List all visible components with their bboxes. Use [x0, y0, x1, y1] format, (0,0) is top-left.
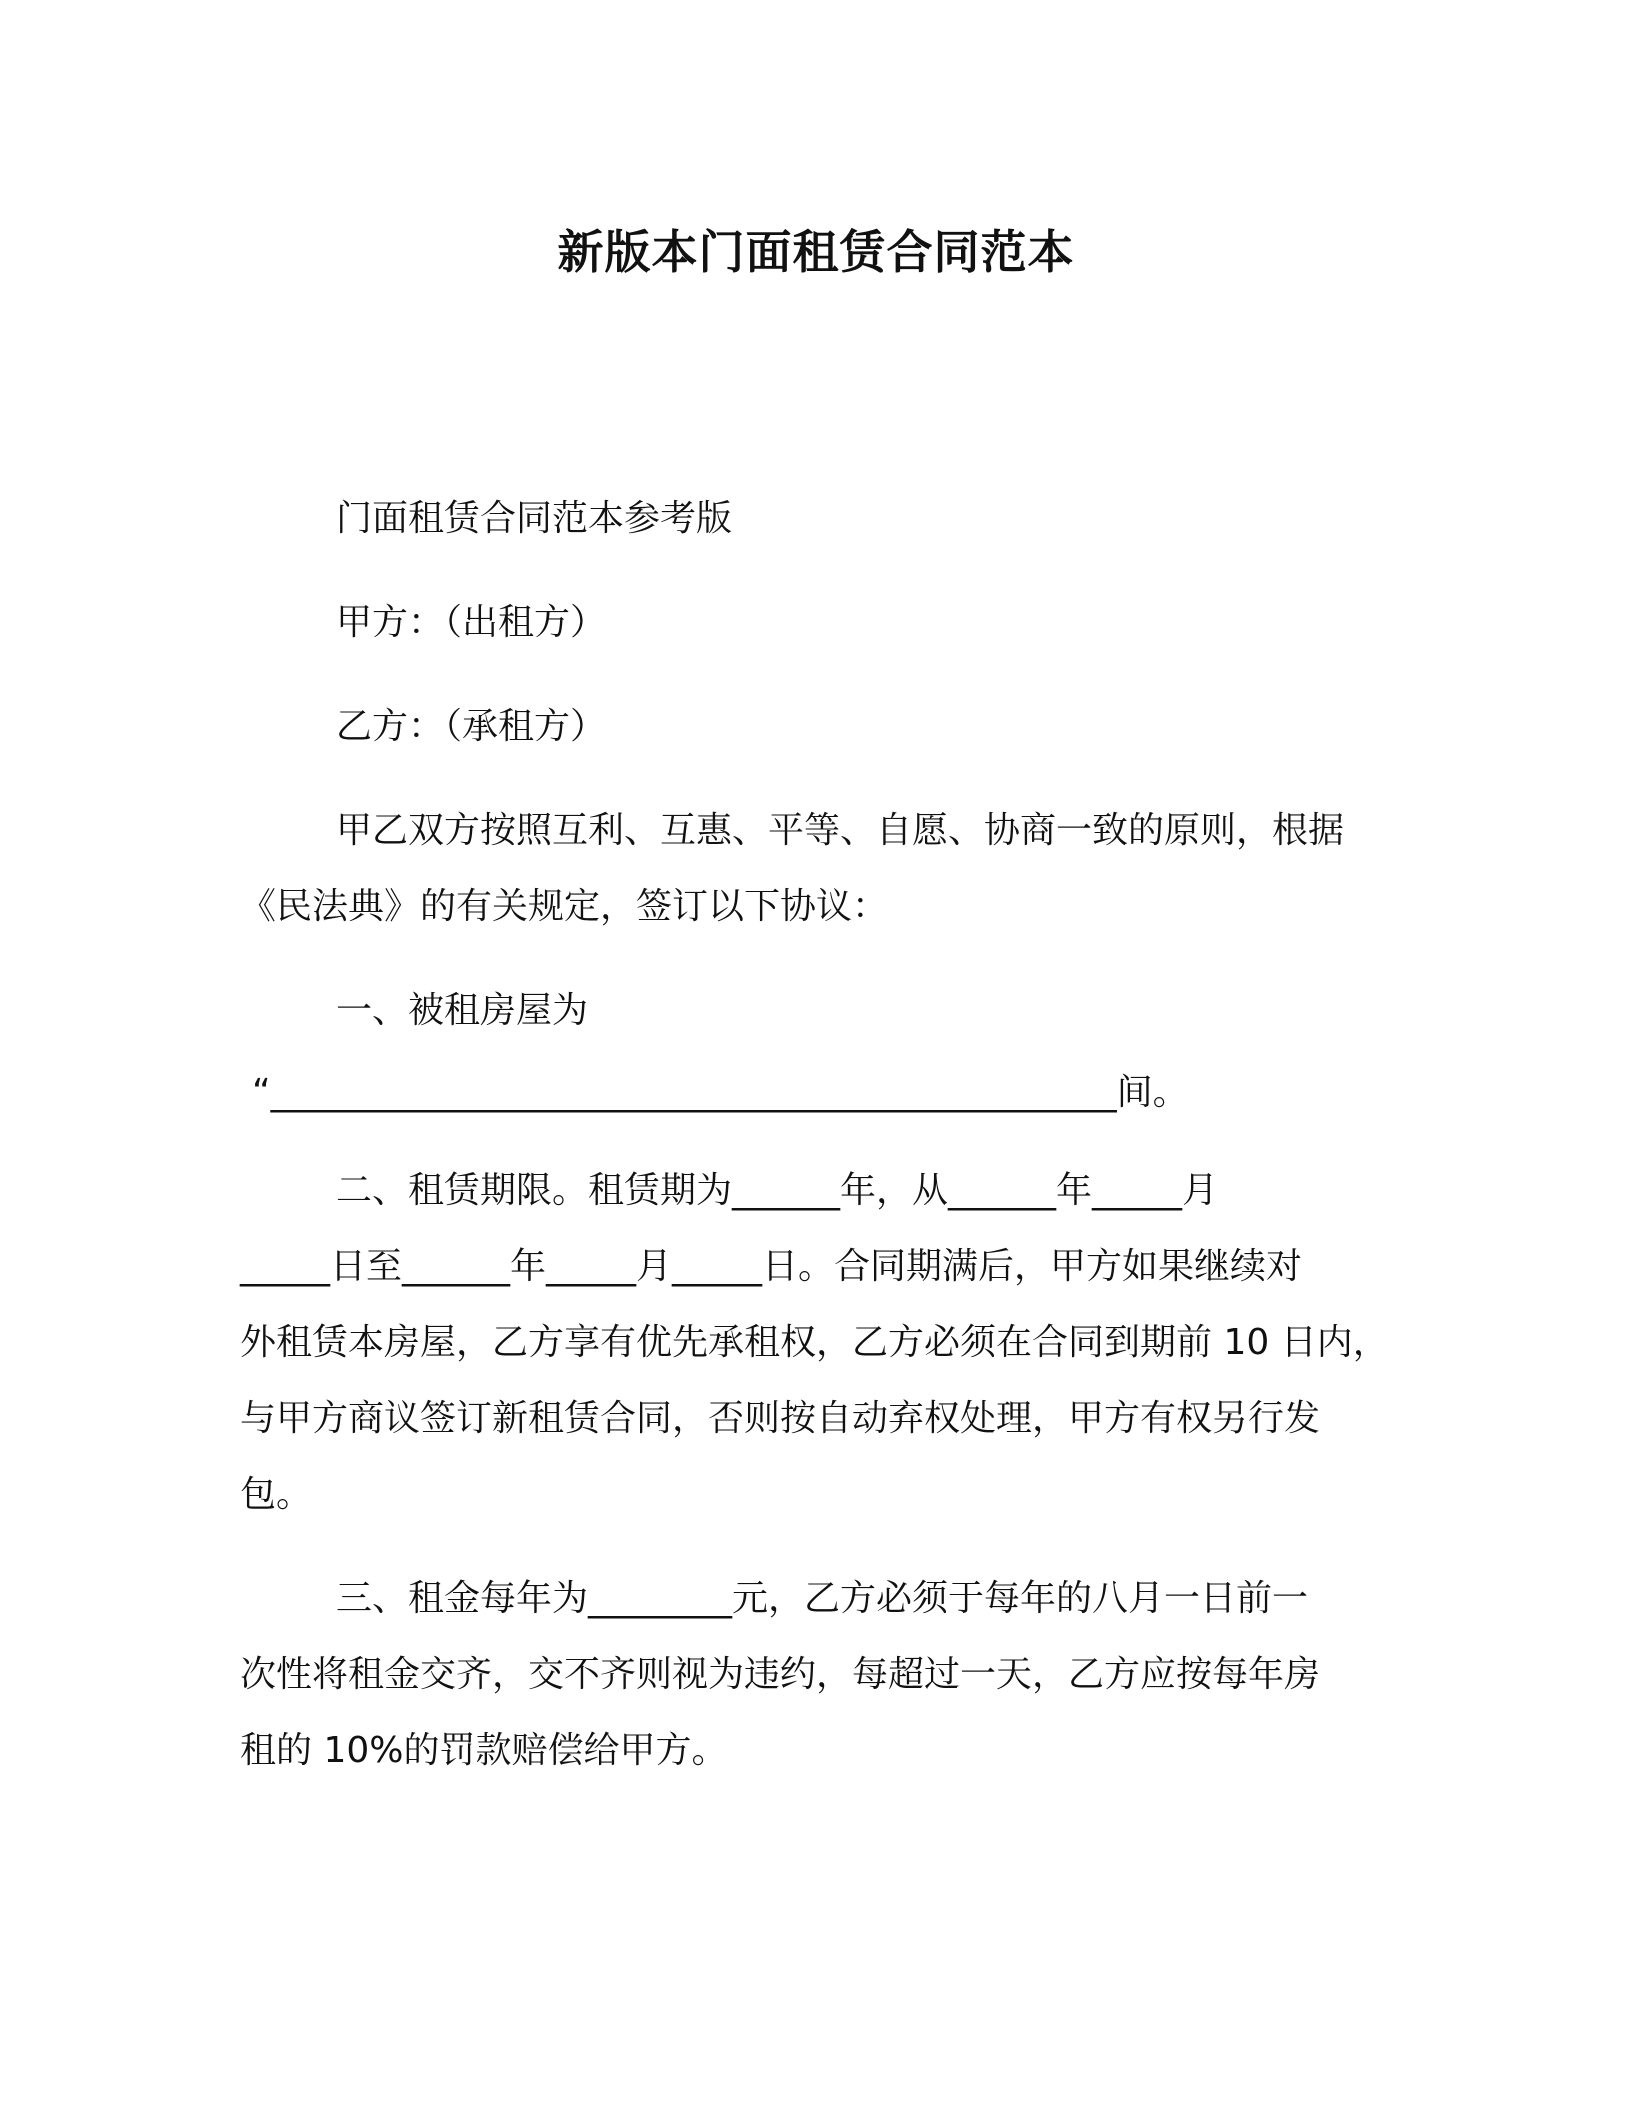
clause-2-line: _____日至______年_____月_____日。合同期满后，甲方如果继续对 — [240, 1246, 1303, 1287]
party-b: 乙方：（承租方） — [336, 706, 607, 747]
preamble-line: 甲乙双方按照互利、互惠、平等、自愿、协商一致的原则，根据 — [336, 810, 1345, 851]
preamble-line: 《民法典》的有关规定，签订以下协议： — [240, 886, 889, 927]
document-title: 新版本门面租赁合同范本 — [557, 225, 1075, 279]
clause-2-line: 包。 — [240, 1474, 313, 1515]
party-a: 甲方：（出租方） — [336, 602, 607, 643]
clause-1-line: “_______________________________________________间。 — [252, 1072, 1189, 1113]
clause-3-line: 次性将租金交齐，交不齐则视为违约，每超过一天，乙方应按每年房 — [240, 1654, 1321, 1695]
clause-2-line: 二、租赁期限。租赁期为______年，从______年_____月 — [336, 1170, 1219, 1211]
clause-3-line: 三、租金每年为________元，乙方必须于每年的八月一日前一 — [336, 1578, 1309, 1619]
clause-1-line: 一、被租房屋为 — [336, 990, 589, 1031]
clause-2-line: 与甲方商议签订新租赁合同，否则按自动弃权处理，甲方有权另行发 — [240, 1398, 1321, 1439]
clause-3-line: 租的 10%的罚款赔偿给甲方。 — [240, 1730, 728, 1771]
subtitle: 门面租赁合同范本参考版 — [336, 498, 733, 539]
clause-2-line: 外租赁本房屋，乙方享有优先承租权，乙方必须在合同到期前 10 日内， — [240, 1322, 1389, 1363]
